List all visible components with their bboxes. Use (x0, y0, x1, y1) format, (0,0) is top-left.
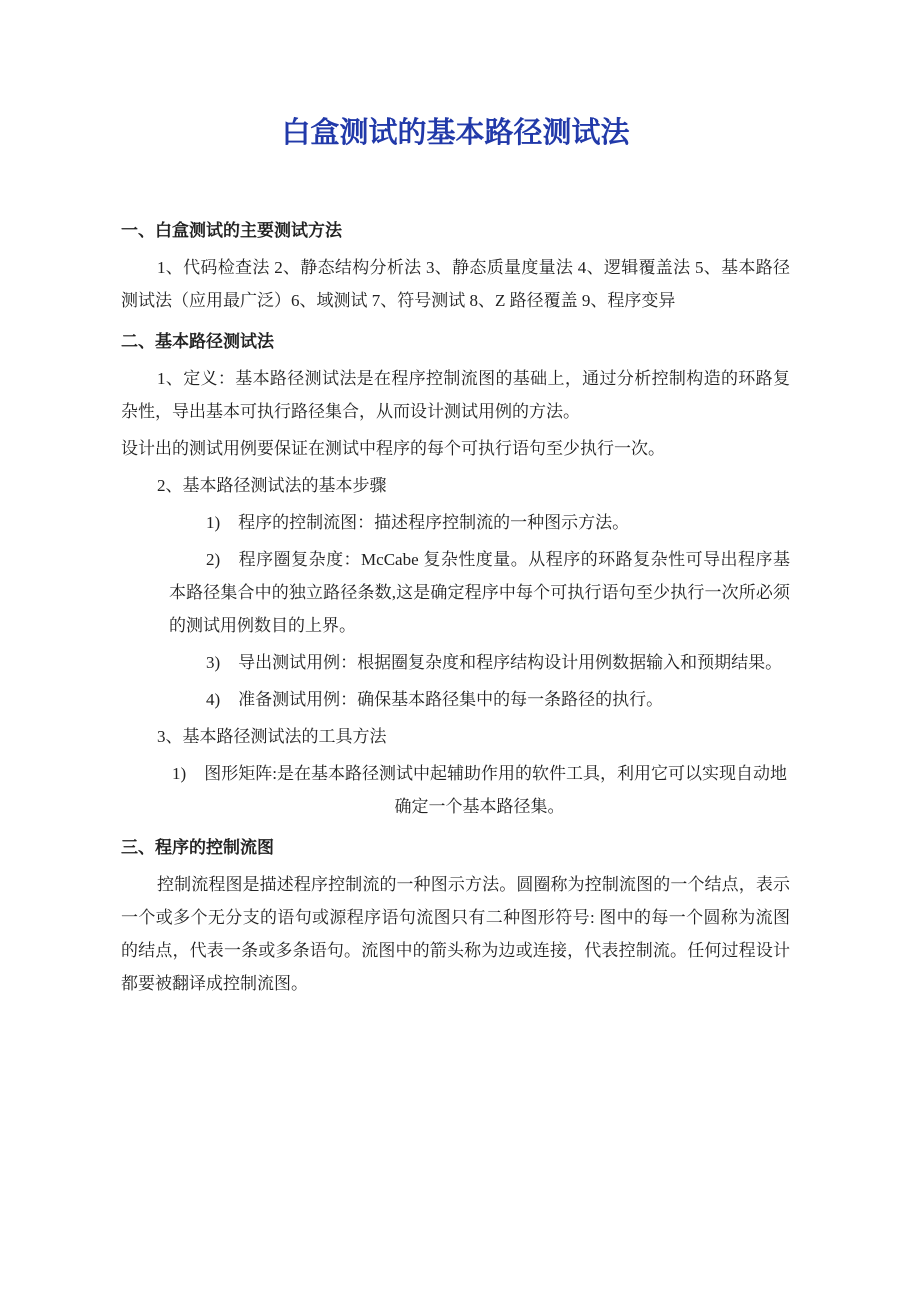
step-number: 4) (206, 690, 221, 709)
section1-heading: 一、白盒测试的主要测试方法 (121, 221, 342, 240)
section3-body-paragraph: 控制流程图是描述程序控制流的一种图示方法。圆圈称为控制流图的一个结点，表示一个或多个无分支的语句或源程序语句流图只有二种图形符号: 图中的每一个圆称为流图的结点，代表一条或多条语句。流图中的箭头称为边或连接，代表控制流。任何过程设计都要被翻译成控制流图。 (121, 875, 790, 993)
step-text: 导出测试用例：根据圈复杂度和程序结构设计用例数据输入和预期结果。 (238, 653, 783, 672)
step-number: 1) (206, 513, 221, 532)
section3-heading: 三、程序的控制流图 (121, 838, 274, 857)
step-text: 程序的控制流图：描述程序控制流的一种图示方法。 (238, 513, 630, 532)
section2-definition-paragraph: 1、定义：基本路径测试法是在程序控制流图的基础上，通过分析控制构造的环路复杂性，导出基本可执行路径集合，从而设计测试用例的方法。 (121, 369, 790, 421)
section2-tools-heading: 3、基本路径测试法的工具方法 (157, 727, 387, 746)
section2-definition-note: 设计出的测试用例要保证在测试中程序的每个可执行语句至少执行一次。 (121, 439, 665, 458)
step-item (169, 646, 790, 679)
section2-heading: 二、基本路径测试法 (121, 332, 274, 351)
tool-text: 图形矩阵:是在基本路径测试中起辅助作用的软件工具，利用它可以实现自动地确定一个基本路径集。 (204, 764, 787, 816)
section1-methods-paragraph: 1、代码检查法 2、静态结构分析法 3、静态质量度量法 4、逻辑覆盖法 5、基本路径测试法（应用最广泛）6、域测试 7、符号测试 8、Z 路径覆盖 9、程序变异 (121, 258, 790, 310)
step-text: 程序圈复杂度：McCabe 复杂性度量。从程序的环路复杂性可导出程序基本路径集合中的独立路径条数,这是确定程序中每个可执行语句至少执行一次所必须的测试用例数目的上界。 (169, 550, 790, 635)
tool-number: 1) (172, 764, 187, 783)
step-number: 2) (206, 550, 221, 569)
step-item (169, 543, 790, 642)
step-item (169, 683, 790, 716)
document-title: 白盒测试的基本路径测试法 (281, 117, 630, 149)
tool-item (169, 757, 790, 823)
section2-steps-heading: 2、基本路径测试法的基本步骤 (157, 476, 387, 495)
step-number: 3) (206, 653, 221, 672)
step-text: 准备测试用例：确保基本路径集中的每一条路径的执行。 (238, 690, 664, 709)
step-item (169, 506, 790, 539)
